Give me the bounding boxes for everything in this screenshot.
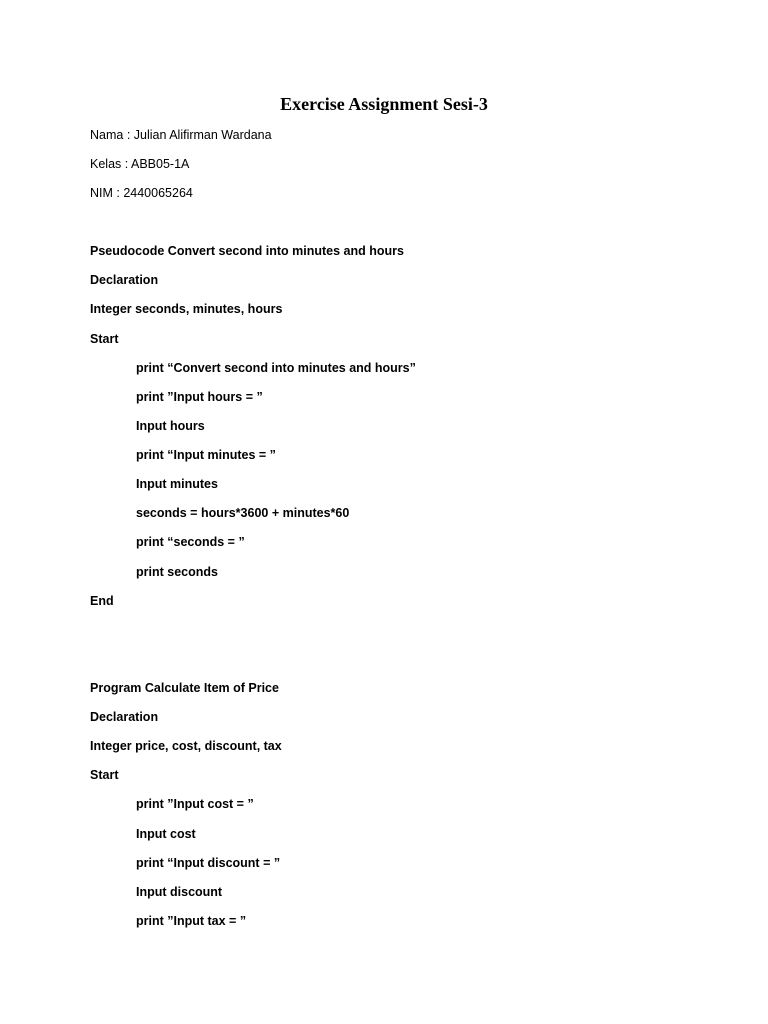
section2-step: print “Input discount = ” [136,856,281,870]
student-name: Nama : Julian Alifirman Wardana [90,128,272,142]
section2-heading: Program Calculate Item of Price [90,681,279,695]
section2-step: Input cost [136,827,196,841]
section1-step: Input hours [136,419,205,433]
section2-step: Input discount [136,885,223,899]
section1-step: seconds = hours*3600 + minutes*60 [136,506,350,520]
section1-declaration: Declaration [90,273,159,287]
document-title: Exercise Assignment Sesi-3 [280,94,488,114]
section2-variables: Integer price, cost, discount, tax [90,739,282,753]
student-nim: NIM : 2440065264 [90,186,193,200]
section1-end: End [90,594,114,608]
section2-step: print ”Input cost = ” [136,797,254,811]
section1-step: print seconds [136,565,218,579]
section1-heading: Pseudocode Convert second into minutes and hours [90,244,404,258]
section1-start: Start [90,332,119,346]
section1-step: print “Convert second into minutes and hours” [136,361,416,375]
section1-step: print ”Input hours = ” [136,390,263,404]
section2-declaration: Declaration [90,710,159,724]
section2-start: Start [90,768,119,782]
section1-step: print “Input minutes = ” [136,448,276,462]
section2-step: print ”Input tax = ” [136,914,247,928]
section1-step: print “seconds = ” [136,535,245,549]
section1-step: Input minutes [136,477,218,491]
section1-variables: Integer seconds, minutes, hours [90,302,283,316]
student-class: Kelas : ABB05-1A [90,157,190,171]
